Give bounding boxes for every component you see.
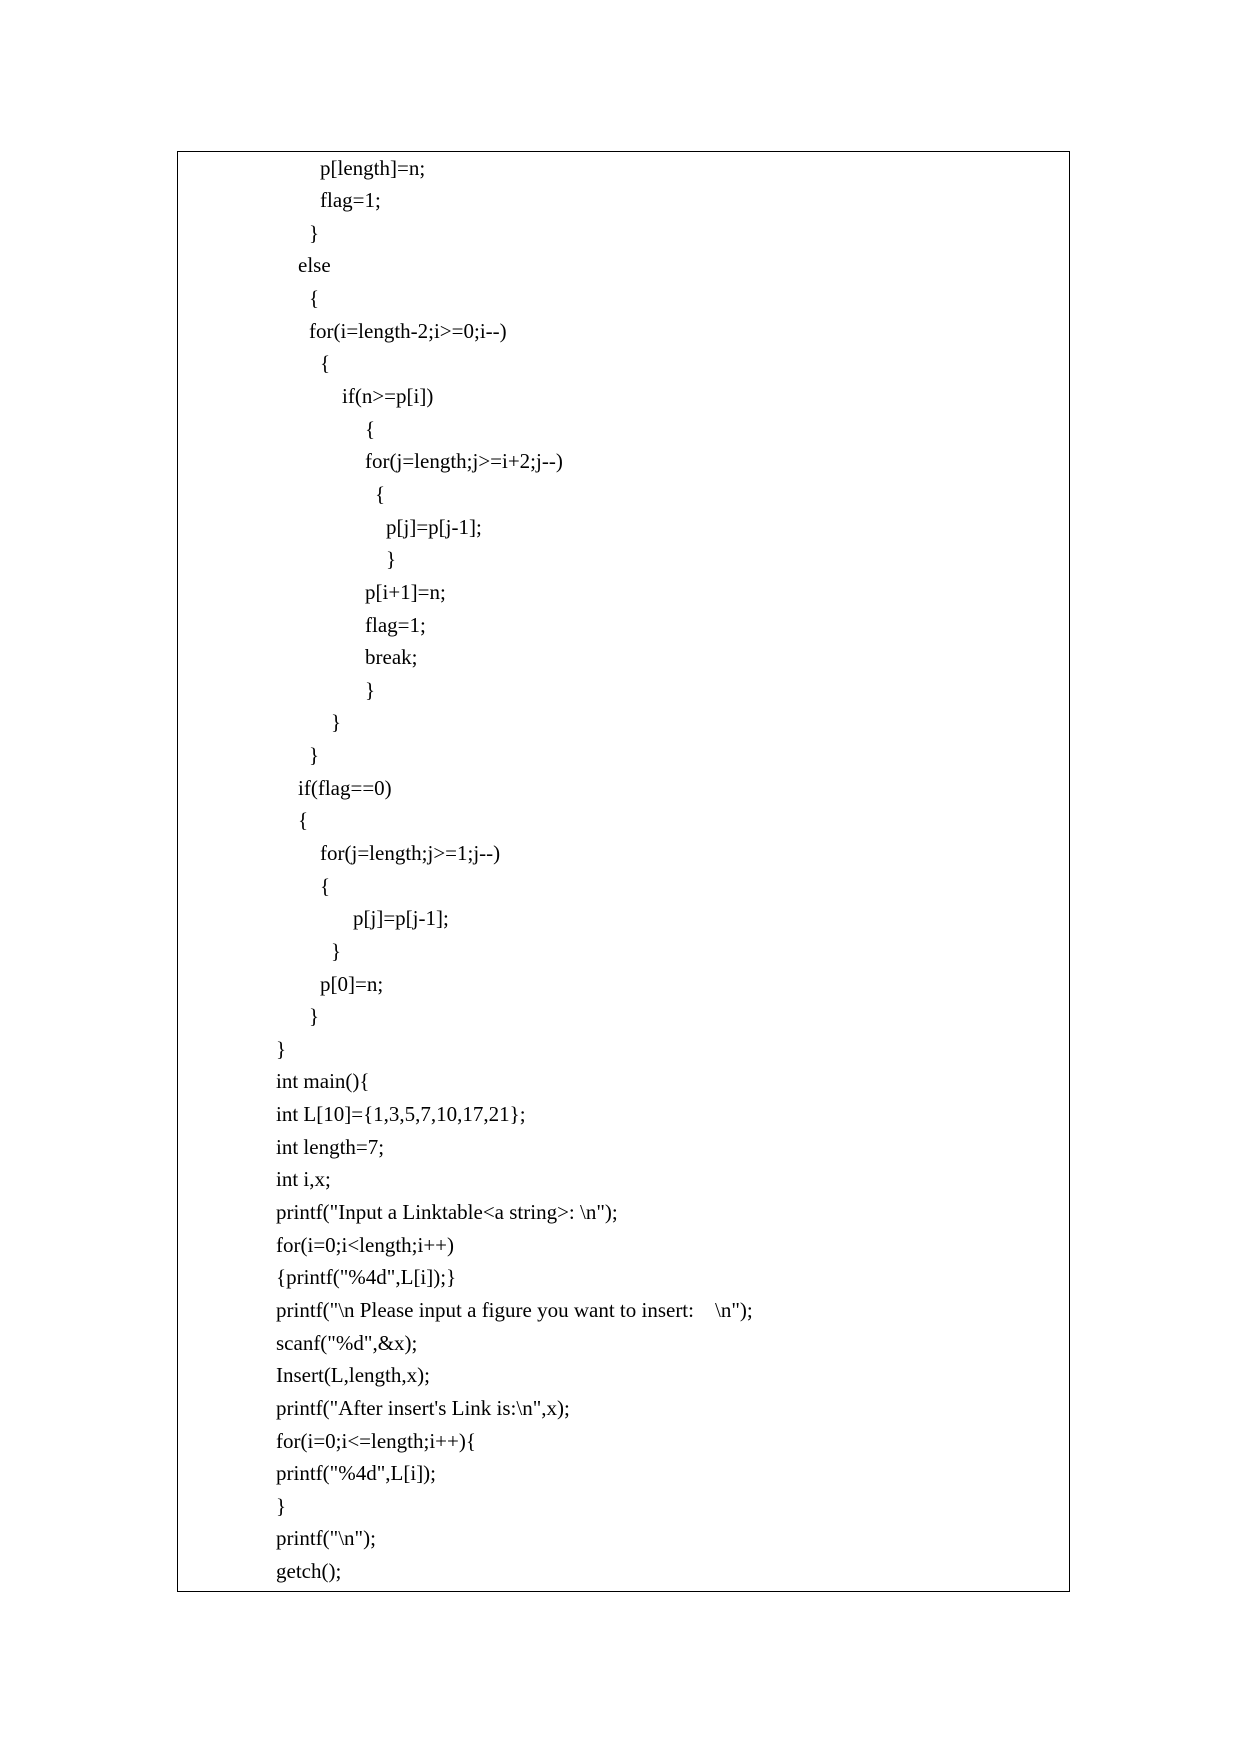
code-line: for(i=0;i<=length;i++){ — [276, 1429, 476, 1453]
code-line: p[length]=n; — [320, 156, 426, 180]
code-line: printf("\n"); — [276, 1526, 376, 1550]
code-listing-box — [177, 151, 1070, 1592]
code-line: flag=1; — [320, 188, 381, 212]
code-line: } — [309, 743, 320, 767]
code-line: for(j=length;j>=1;j--) — [320, 841, 501, 865]
code-line: } — [309, 1004, 320, 1028]
code-line: } — [331, 710, 342, 734]
code-line: printf("\n Please input a figure you want to insert: \n"); — [276, 1298, 753, 1322]
code-line: for(i=length-2;i>=0;i--) — [309, 319, 507, 343]
code-line: p[j]=p[j-1]; — [386, 515, 482, 539]
code-line: getch(); — [276, 1559, 342, 1583]
code-line: int L[10]={1,3,5,7,10,17,21}; — [276, 1102, 526, 1126]
code-line: { — [298, 808, 309, 832]
code-line: { — [309, 286, 320, 310]
code-line: p[0]=n; — [320, 972, 384, 996]
code-line: { — [320, 351, 331, 375]
code-line: { — [320, 874, 331, 898]
code-line: { — [365, 417, 376, 441]
code-line: int length=7; — [276, 1135, 385, 1159]
code-line: } — [331, 939, 342, 963]
code-line: scanf("%d",&x); — [276, 1331, 418, 1355]
code-line: } — [276, 1494, 287, 1518]
code-line: } — [309, 221, 320, 245]
code-line: { — [375, 482, 386, 506]
code-line: p[j]=p[j-1]; — [353, 906, 449, 930]
code-line: flag=1; — [365, 613, 426, 637]
code-line: int i,x; — [276, 1167, 331, 1191]
code-line: printf("Input a Linktable<a string>: \n"); — [276, 1200, 618, 1224]
code-line: } — [365, 678, 376, 702]
code-line: for(j=length;j>=i+2;j--) — [365, 449, 563, 473]
code-line: } — [386, 547, 397, 571]
code-line: printf("After insert's Link is:\n",x); — [276, 1396, 570, 1420]
code-line: p[i+1]=n; — [365, 580, 446, 604]
code-line: Insert(L,length,x); — [276, 1363, 430, 1387]
code-line: for(i=0;i<length;i++) — [276, 1233, 455, 1257]
code-line: } — [276, 1037, 287, 1061]
code-line: {printf("%4d",L[i]);} — [276, 1265, 457, 1289]
code-line: break; — [365, 645, 418, 669]
code-line: if(n>=p[i]) — [342, 384, 434, 408]
code-line: else — [298, 253, 331, 277]
code-line: if(flag==0) — [298, 776, 392, 800]
code-line: printf("%4d",L[i]); — [276, 1461, 437, 1485]
code-line: int main(){ — [276, 1069, 370, 1093]
